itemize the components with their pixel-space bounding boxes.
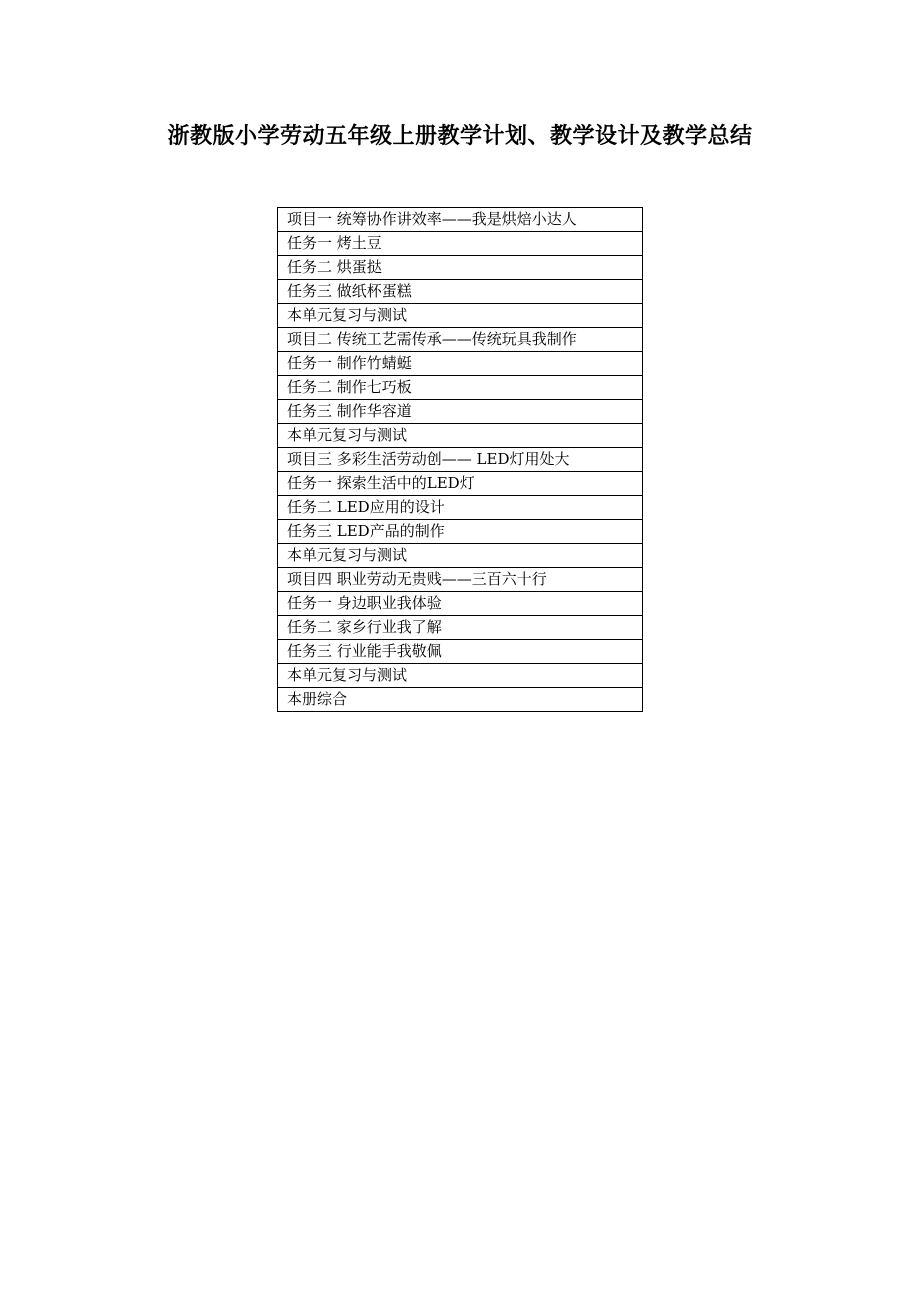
table-cell: 任务一 制作竹蜻蜓 <box>278 352 643 376</box>
table-row <box>278 256 643 280</box>
table-row <box>278 568 643 592</box>
table-row <box>278 640 643 664</box>
table-cell: 任务二 LED应用的设计 <box>278 496 643 520</box>
table-cell: 项目三 多彩生活劳动创—— LED灯用处大 <box>278 448 643 472</box>
document-title: 浙教版小学劳动五年级上册教学计划、教学设计及教学总结 <box>167 123 753 149</box>
table-cell: 任务一 烤土豆 <box>278 232 643 256</box>
table-row <box>278 400 643 424</box>
table-cell: 项目二 传统工艺需传承——传统玩具我制作 <box>278 328 643 352</box>
table-row <box>278 520 643 544</box>
table-cell: 任务三 制作华容道 <box>278 400 643 424</box>
table-cell: 任务三 LED产品的制作 <box>278 520 643 544</box>
table-row <box>278 424 643 448</box>
contents-table <box>277 207 643 712</box>
table-row <box>278 688 643 712</box>
table-cell: 本单元复习与测试 <box>278 544 643 568</box>
table-row <box>278 328 643 352</box>
table-row <box>278 544 643 568</box>
table-row <box>278 592 643 616</box>
table-cell: 本单元复习与测试 <box>278 664 643 688</box>
table-row <box>278 472 643 496</box>
table-cell: 任务一 探索生活中的LED灯 <box>278 472 643 496</box>
table-row <box>278 280 643 304</box>
table-cell: 任务二 烘蛋挞 <box>278 256 643 280</box>
table-row <box>278 496 643 520</box>
table-cell: 任务二 制作七巧板 <box>278 376 643 400</box>
table-row <box>278 616 643 640</box>
table-cell: 任务三 做纸杯蛋糕 <box>278 280 643 304</box>
table-row <box>278 208 643 232</box>
table-cell: 项目四 职业劳动无贵贱——三百六十行 <box>278 568 643 592</box>
table-cell: 本单元复习与测试 <box>278 304 643 328</box>
table-row <box>278 664 643 688</box>
table-row <box>278 232 643 256</box>
table-cell: 任务三 行业能手我敬佩 <box>278 640 643 664</box>
table-cell: 项目一 统筹协作讲效率——我是烘焙小达人 <box>278 208 643 232</box>
table-row <box>278 448 643 472</box>
table-cell: 任务二 家乡行业我了解 <box>278 616 643 640</box>
table-cell: 本册综合 <box>278 688 643 712</box>
table-cell: 本单元复习与测试 <box>278 424 643 448</box>
table-row <box>278 352 643 376</box>
table-row <box>278 304 643 328</box>
table-row <box>278 376 643 400</box>
table-cell: 任务一 身边职业我体验 <box>278 592 643 616</box>
